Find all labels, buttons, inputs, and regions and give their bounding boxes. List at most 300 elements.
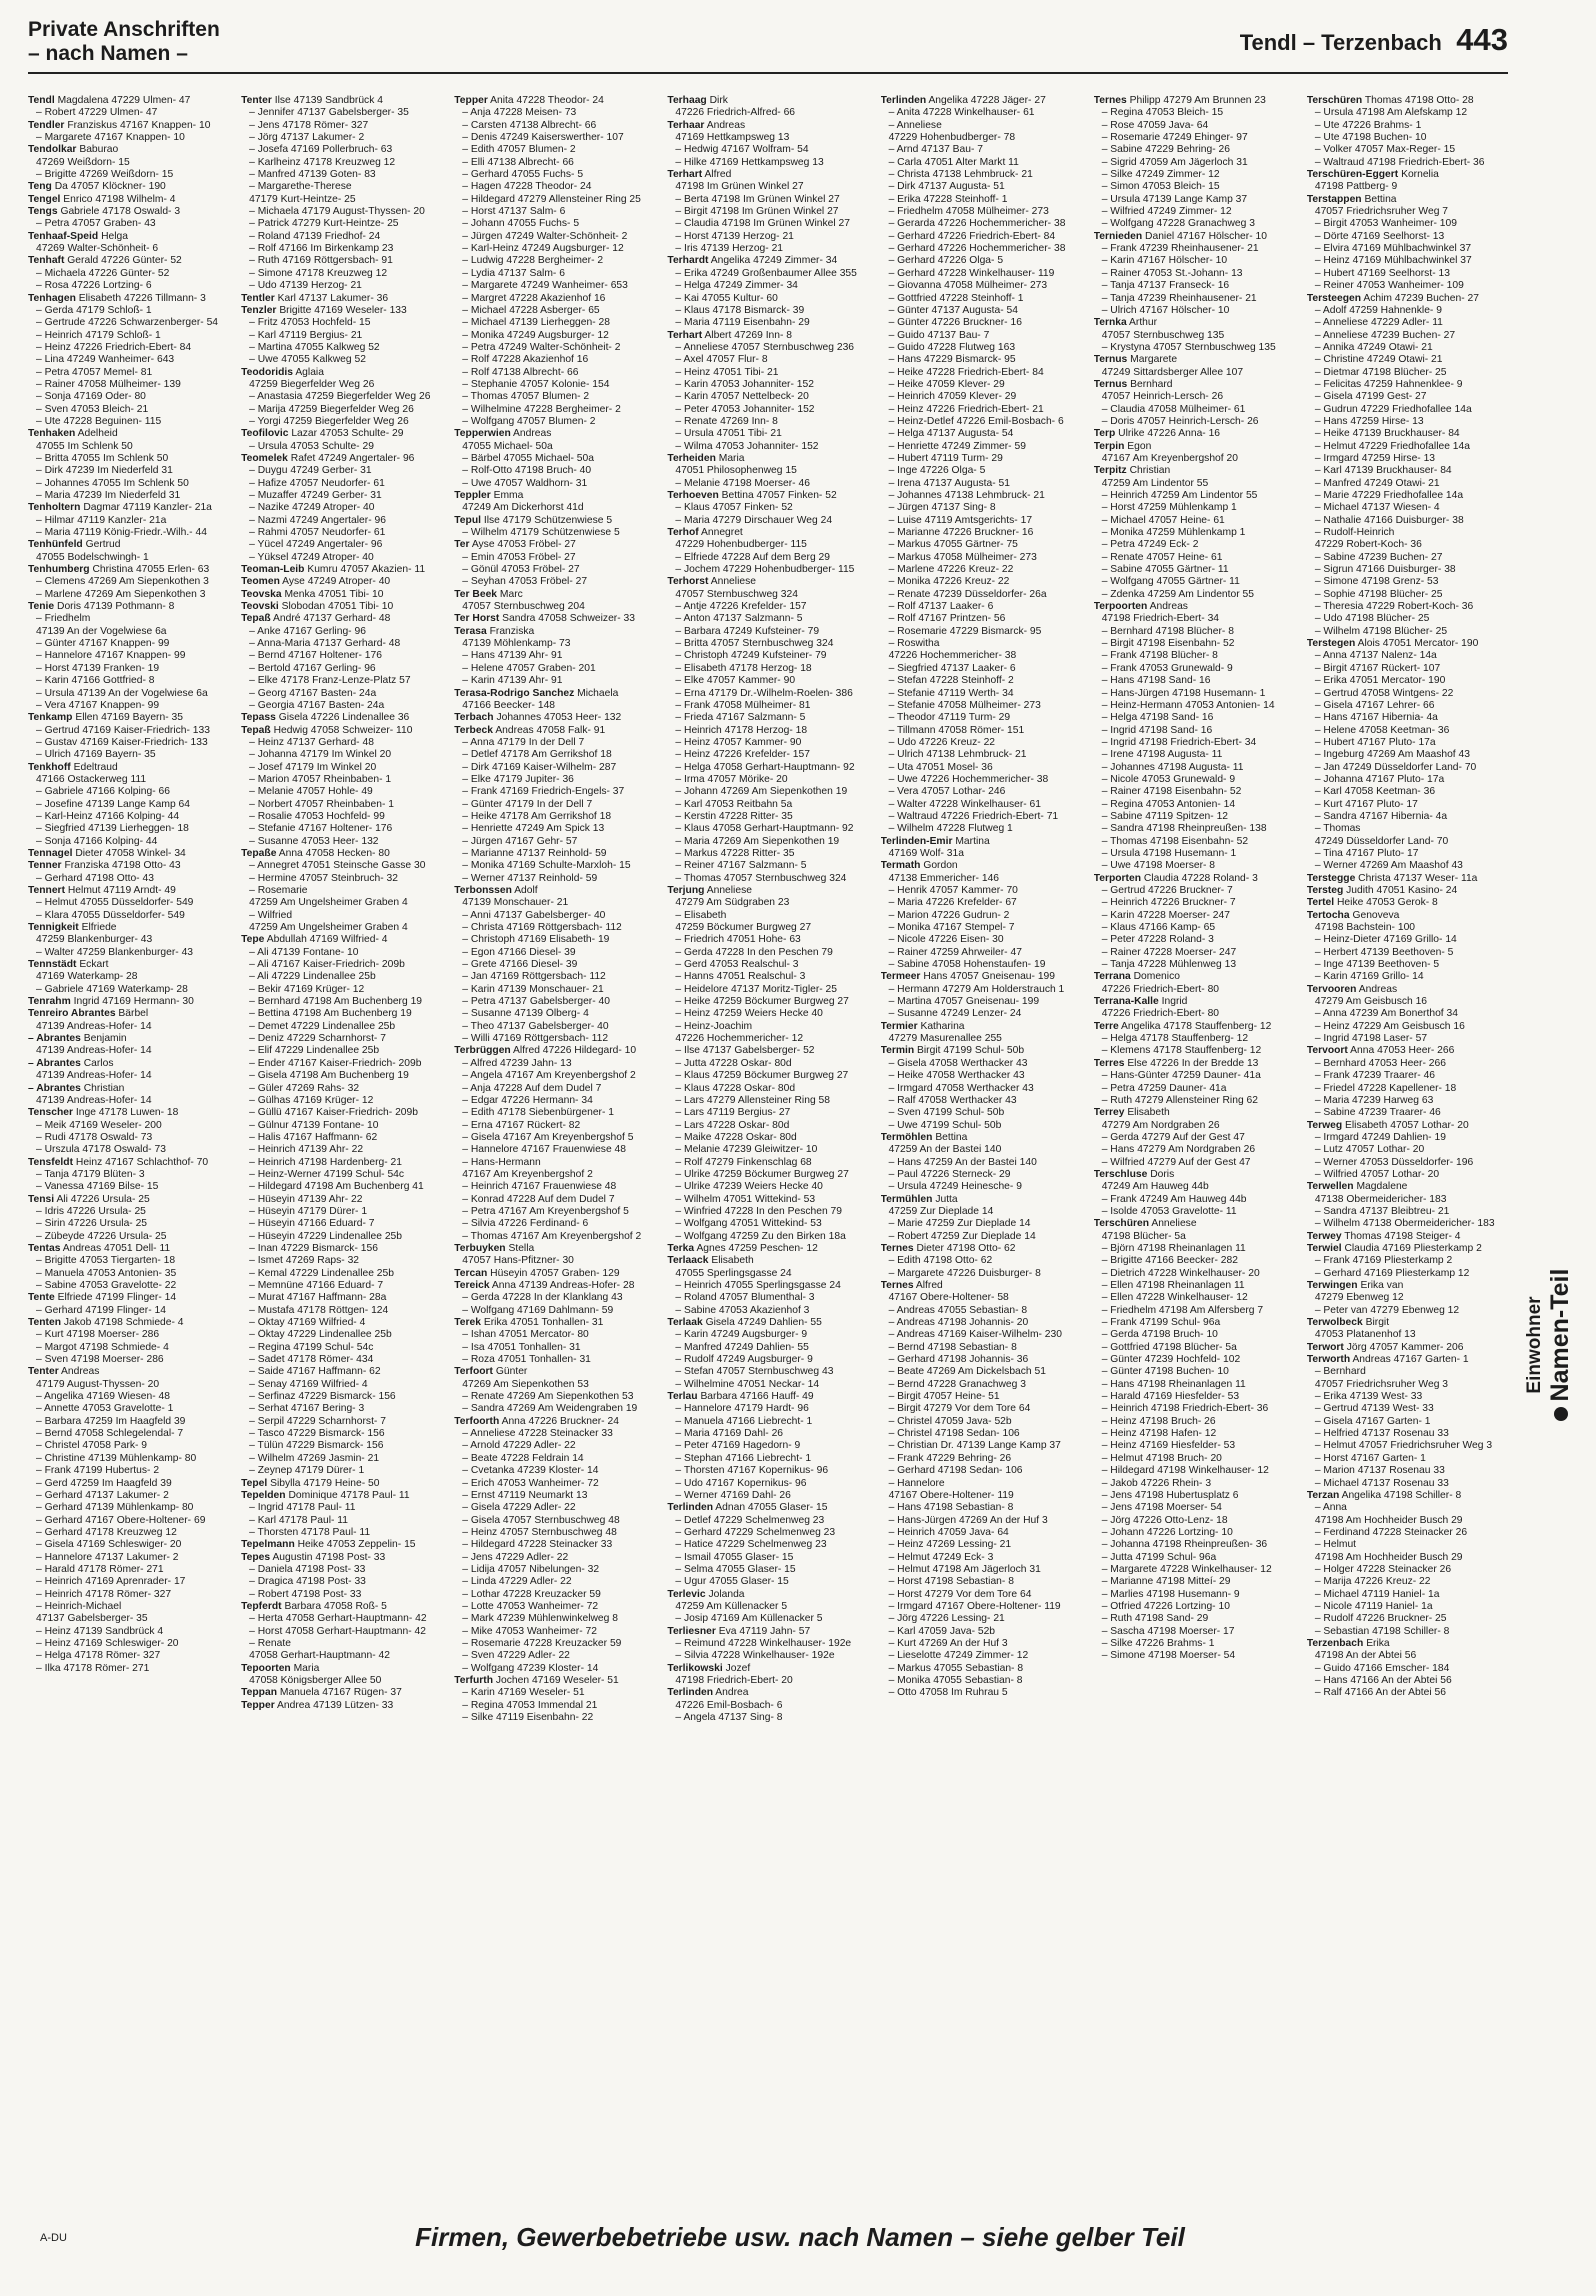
- entry-text: – Ingrid 47198 Sand- 16: [1101, 724, 1213, 736]
- surname: Tenhagen: [28, 292, 76, 304]
- directory-entry: [881, 688, 1082, 700]
- directory-entry: [1094, 1366, 1295, 1378]
- directory-entry: [28, 1243, 229, 1255]
- entry-text: – Bertold 47167 Gerling- 96: [249, 662, 376, 674]
- directory-entry: [28, 836, 229, 848]
- directory-entry: [1307, 897, 1508, 909]
- directory-entry: [28, 885, 229, 897]
- entry-text: – Helga 47178 Stauffenberg- 12: [1101, 1033, 1249, 1045]
- entry-text: – Anni 47137 Gabelsberger- 40: [462, 909, 606, 921]
- directory-entry: [28, 947, 229, 959]
- entry-text: – Emin 47053 Fröbel- 27: [462, 551, 576, 563]
- directory-entry: [1094, 589, 1295, 601]
- surname: Terworth: [1306, 1354, 1351, 1366]
- entry-text: 47138 Obermeidericher- 183: [1314, 1193, 1447, 1205]
- entry-text: 47057 Hans-Pfitzner- 30: [462, 1255, 574, 1267]
- directory-entry: [241, 1329, 442, 1341]
- directory-entry: [454, 836, 655, 848]
- directory-entry: [1307, 132, 1508, 144]
- directory-entry: [667, 576, 868, 588]
- entry-text: – Wolfgang 47169 Dahlmann- 59: [462, 1304, 614, 1316]
- directory-entry: [1307, 428, 1508, 440]
- directory-entry: [881, 1194, 1082, 1206]
- section-title: [28, 18, 220, 66]
- directory-entry: [1094, 305, 1295, 317]
- directory-entry: [881, 700, 1082, 712]
- directory-entry: [667, 552, 868, 564]
- directory-entry: [28, 725, 229, 737]
- surname: Tepper: [454, 95, 488, 106]
- directory-entry: [241, 663, 442, 675]
- entry-text: – Lars 47279 Allensteiner Ring 58: [675, 1094, 830, 1106]
- entry-text: – Jens 47178 Römer- 327: [249, 119, 369, 131]
- entry-text: – Otfried 47226 Lortzing- 10: [1101, 1600, 1230, 1612]
- directory-entry: [28, 206, 229, 218]
- entry-text: Bärbel: [118, 1008, 149, 1020]
- entry-text: 47259 Blankenburger- 43: [36, 934, 153, 946]
- surname: Ternes: [880, 1280, 914, 1291]
- directory-entry: [241, 811, 442, 823]
- entry-text: – Horst 47139 Herzog- 21: [675, 230, 794, 242]
- surname: Terhart: [667, 169, 703, 181]
- directory-entry: [1307, 1107, 1508, 1119]
- directory-entry: [241, 638, 442, 650]
- entry-text: – Hannelore 47179 Hardt- 96: [675, 1403, 809, 1415]
- entry-text: – Uwe 47226 Hochemmericher- 38: [888, 773, 1049, 785]
- surname: Tenkamp: [28, 712, 73, 724]
- entry-text: – Rolf 47138 Albrecht- 66: [462, 366, 579, 378]
- entry-text: – Arnd 47137 Bau- 7: [888, 144, 984, 156]
- header-rule: [28, 72, 1508, 74]
- directory-entry: [1094, 922, 1295, 934]
- entry-text: – Sandra 47167 Hibernia- 4a: [1314, 810, 1448, 822]
- directory-entry: [881, 1268, 1082, 1280]
- entry-text: Andreas 47051 Dell- 11: [62, 1242, 171, 1254]
- directory-entry: [1307, 1243, 1508, 1255]
- directory-entry: [881, 490, 1082, 502]
- directory-entry: [28, 1515, 229, 1527]
- directory-entry: [667, 799, 868, 811]
- entry-text: – Jan 47249 Düsseldorfer Land- 70: [1314, 761, 1477, 773]
- directory-entry: [667, 1206, 868, 1218]
- directory-entry: [454, 1403, 655, 1415]
- entry-text: – Gerhard 47167 Obere-Holtener- 69: [36, 1514, 206, 1526]
- directory-entry: [1094, 873, 1295, 885]
- directory-entry: [1307, 465, 1508, 477]
- entry-text: – Ursula 47198 Husemann- 1: [1101, 847, 1237, 859]
- entry-text: – Tanja 47228 Mühlenweg 13: [1101, 959, 1237, 971]
- entry-text: – Hans-Jürgen 47269 An der Huf 3: [888, 1514, 1048, 1526]
- entry-text: – Heinz 47137 Gerhard- 48: [249, 736, 374, 748]
- entry-text: – Udo 47198 Blücher- 25: [1314, 613, 1430, 625]
- directory-entry: [454, 922, 655, 934]
- directory-entry: [28, 1650, 229, 1662]
- entry-text: – Sven 47053 Bleich- 21: [36, 403, 149, 415]
- entry-text: – Gerhard 47226 Hochemmericher- 38: [888, 243, 1066, 255]
- directory-entry: [881, 1601, 1082, 1613]
- entry-text: – Patrick 47279 Kurt-Heintze- 25: [249, 218, 399, 230]
- directory-entry: [454, 1268, 655, 1280]
- entry-text: Marc: [499, 588, 523, 600]
- directory-entry: [881, 231, 1082, 243]
- directory-entry: [28, 181, 229, 193]
- entry-text: – Nicole 47053 Grunewald- 9: [1101, 773, 1236, 785]
- entry-text: – Karin 47249 Augsburger- 9: [675, 1329, 808, 1341]
- directory-entry: [1094, 1045, 1295, 1057]
- directory-entry: [241, 1687, 442, 1699]
- entry-text: – Wilhelm 47228 Flutweg 1: [888, 823, 1013, 835]
- directory-entry: [881, 613, 1082, 625]
- directory-entry: [881, 1687, 1082, 1699]
- directory-entry: [667, 527, 868, 539]
- directory-entry: [1094, 1070, 1295, 1082]
- entry-text: – Monika 47259 Mühlenkamp 1: [1101, 527, 1246, 539]
- entry-text: – Christel 47198 Sedan- 106: [888, 1428, 1020, 1440]
- entry-text: – Heinz 47169 Schleswiger- 20: [36, 1637, 179, 1649]
- entry-text: – Karl 47139 Bruckhauser- 84: [1314, 465, 1452, 477]
- directory-entry: [667, 1329, 868, 1341]
- directory-entry: [28, 601, 229, 613]
- directory-entry: [28, 428, 229, 440]
- entry-text: – Gertrud 47139 West- 33: [1314, 1403, 1434, 1415]
- directory-entry: [241, 218, 442, 230]
- directory-entry: [1094, 1379, 1295, 1391]
- entry-text: Jozef: [725, 1662, 751, 1674]
- directory-entry: [454, 984, 655, 996]
- directory-entry: [28, 1045, 229, 1057]
- directory-entry: [881, 330, 1082, 342]
- directory-entry: [881, 873, 1082, 885]
- entry-text: – Sonja 47169 Oder- 80: [36, 391, 146, 403]
- directory-entry: [454, 650, 655, 662]
- entry-text: – Zeynep 47179 Dürer- 1: [249, 1465, 365, 1477]
- directory-entry: [454, 1440, 655, 1452]
- entry-text: – Karin 47169 Grillo- 14: [1314, 971, 1424, 983]
- directory-entry: [241, 1157, 442, 1169]
- directory-entry: [28, 218, 229, 230]
- entry-text: – Ruth 47279 Allensteiner Ring 62: [1101, 1094, 1258, 1106]
- directory-entry: [1307, 749, 1508, 761]
- directory-entry: [28, 675, 229, 687]
- entry-text: Augustin 47198 Post- 33: [272, 1551, 386, 1563]
- directory-entry: [28, 823, 229, 835]
- directory-entry: [28, 1305, 229, 1317]
- entry-text: Magdalene: [1356, 1181, 1408, 1193]
- directory-entry: [454, 391, 655, 403]
- entry-text: – Marlies 47198 Husemann- 9: [1101, 1588, 1240, 1600]
- entry-text: – Herta 47058 Gerhart-Hauptmann- 42: [249, 1613, 427, 1625]
- entry-text: Elisabeth: [1127, 1107, 1170, 1119]
- entry-text: – Robert 47229 Ulmen- 47: [36, 107, 158, 119]
- entry-text: – Margarete 47226 Duisburger- 8: [888, 1267, 1041, 1279]
- entry-text: – Vera 47167 Knappen- 99: [36, 699, 160, 711]
- directory-entry: [667, 1268, 868, 1280]
- entry-text: – Linda 47229 Adler- 22: [462, 1576, 572, 1588]
- directory-entry: [28, 1181, 229, 1193]
- entry-text: – Heinz 47229 Am Geisbusch 16: [1314, 1020, 1465, 1032]
- entry-text: – Peter 47053 Johanniter- 152: [675, 403, 815, 415]
- entry-text: – Walter 47259 Blankenburger- 43: [36, 946, 194, 958]
- entry-text: – Marion 47137 Rosenau 33: [1314, 1465, 1445, 1477]
- entry-text: – Tina 47167 Pluto- 17: [1314, 847, 1419, 859]
- entry-text: Claudia 47169 Pliesterkamp 2: [1344, 1242, 1482, 1254]
- directory-entry: [1094, 1539, 1295, 1551]
- surname: Tepaß: [241, 724, 271, 736]
- surname: Terfurth: [454, 1675, 493, 1686]
- entry-text: – Senay 47169 Wilfried- 4: [249, 1378, 368, 1390]
- entry-text: Dieter 47198 Otto- 62: [916, 1242, 1016, 1254]
- entry-text: – Heinz 47226 Friedrich-Ebert- 21: [888, 403, 1044, 415]
- directory-entry: [28, 1280, 229, 1292]
- entry-text: – Simon 47053 Bleich- 15: [1101, 181, 1220, 193]
- directory-entry: [667, 613, 868, 625]
- entry-text: – Josefine 47139 Lange Kamp 64: [36, 798, 191, 810]
- directory-entry: [241, 95, 442, 107]
- directory-entry: [28, 996, 229, 1008]
- entry-text: – Heinz 47169 Mühlbachwinkel 37: [1314, 255, 1472, 267]
- entry-text: Doris: [1150, 1168, 1175, 1180]
- directory-column: [241, 95, 442, 2163]
- entry-text: – Jennifer 47137 Gabelsberger- 35: [249, 107, 409, 119]
- directory-entry: [241, 367, 442, 379]
- directory-entry: [28, 367, 229, 379]
- directory-entry: [241, 1317, 442, 1329]
- entry-text: Dagmar 47119 Kanzler- 21a: [83, 502, 212, 514]
- directory-entry: [28, 1218, 229, 1230]
- entry-text: Abdullah 47169 Wilfried- 4: [266, 934, 388, 946]
- directory-entry: [1307, 1576, 1508, 1588]
- entry-text: – Regina 47053 Antonien- 14: [1101, 798, 1236, 810]
- entry-text: – Günter 47179 In der Dell 7: [462, 798, 593, 810]
- directory-entry: [881, 564, 1082, 576]
- entry-text: Franziska: [489, 625, 535, 637]
- entry-text: Angelika 47249 Zimmer- 34: [710, 255, 838, 267]
- entry-text: Andreas 47058 Falk- 91: [495, 724, 606, 736]
- directory-entry: [28, 700, 229, 712]
- entry-text: – Anna-Maria 47137 Gerhard- 48: [249, 638, 401, 650]
- directory-entry: [1094, 947, 1295, 959]
- directory-entry: [1307, 786, 1508, 798]
- directory-entry: [28, 354, 229, 366]
- directory-entry: [1307, 1453, 1508, 1465]
- directory-entry: [454, 712, 655, 724]
- directory-entry: [1094, 663, 1295, 675]
- entry-text: – Heinrich 47178 Römer- 327: [36, 1588, 172, 1600]
- directory-entry: [881, 255, 1082, 267]
- entry-text: – Michael 47139 Lierheggen- 28: [462, 317, 610, 329]
- entry-text: 47179 Kurt-Heintze- 25: [249, 193, 356, 205]
- entry-text: – Helga 47249 Zimmer- 34: [675, 280, 798, 292]
- directory-entry: [28, 1366, 229, 1378]
- directory-entry: [28, 1490, 229, 1502]
- surname: Terasa: [454, 625, 487, 637]
- directory-entry: [241, 650, 442, 662]
- directory-entry: [241, 1416, 442, 1428]
- entry-text: – Sascha 47198 Moerser- 17: [1101, 1625, 1235, 1637]
- directory-entry: [1094, 996, 1295, 1008]
- entry-text: – Ulrich 47167 Hölscher- 10: [1101, 304, 1230, 316]
- directory-entry: [28, 391, 229, 403]
- directory-entry: [454, 1095, 655, 1107]
- directory-entry: [667, 120, 868, 132]
- entry-text: – Anna: [1314, 1502, 1347, 1514]
- directory-entry: [28, 465, 229, 477]
- directory-entry: [1094, 774, 1295, 786]
- entry-text: Helga: [101, 230, 128, 242]
- directory-entry: [454, 749, 655, 761]
- directory-entry: [241, 848, 442, 860]
- entry-text: Jochen 47169 Weseler- 51: [495, 1675, 619, 1686]
- entry-text: 47259 Böckumer Burgweg 27: [675, 922, 812, 934]
- entry-text: – Anna 47179 In der Dell 7: [462, 736, 585, 748]
- entry-text: – Edith 47178 Siebenbürgener- 1: [462, 1107, 614, 1119]
- entry-text: Magdalena 47229 Ulmen- 47: [57, 95, 191, 106]
- directory-entry: [1307, 1687, 1508, 1699]
- entry-text: – Jan 47169 Röttgersbach- 112: [462, 971, 606, 983]
- entry-text: – Thorsten 47178 Paul- 11: [249, 1526, 371, 1538]
- entry-text: – Karin 47053 Johanniter- 152: [675, 378, 814, 390]
- entry-text: – Marion 47226 Gudrun- 2: [888, 909, 1010, 921]
- surname: Terstegen: [1306, 638, 1356, 650]
- entry-text: – Saide 47167 Haffmann- 62: [249, 1366, 381, 1378]
- directory-entry: [1307, 1268, 1508, 1280]
- entry-text: – Manfred 47139 Goten- 83: [249, 169, 376, 181]
- directory-entry: [881, 218, 1082, 230]
- directory-entry: [28, 1021, 229, 1033]
- directory-entry: [28, 1613, 229, 1625]
- directory-entry: [667, 367, 868, 379]
- entry-text: Anneliese: [706, 885, 752, 896]
- entry-text: – Klara 47055 Düsseldorfer- 549: [36, 909, 185, 921]
- directory-entry: [1094, 725, 1295, 737]
- entry-text: – Sabine 47058 Hohenstaufen- 19: [888, 959, 1046, 971]
- entry-text: – Frank 47229 Behring- 26: [888, 1452, 1012, 1464]
- directory-entry: [1094, 564, 1295, 576]
- entry-text: Anna 47053 Heer- 266: [1350, 1045, 1455, 1057]
- entry-text: – Anna 47137 Nalenz- 14a: [1314, 650, 1437, 662]
- entry-text: – Heinz 47051 Tibi- 21: [675, 366, 779, 378]
- surname: Terlinden: [880, 95, 927, 106]
- entry-text: – Thomas 47198 Eisenbahn- 52: [1101, 835, 1249, 847]
- directory-entry: [454, 1391, 655, 1403]
- directory-entry: [1307, 527, 1508, 539]
- entry-text: 47259 Biegerfelder Weg 26: [249, 378, 375, 390]
- entry-text: – Friedrich 47051 Hohe- 63: [675, 934, 801, 946]
- directory-entry: [1307, 1589, 1508, 1601]
- entry-text: Enrico 47198 Wilhelm- 4: [63, 193, 176, 205]
- directory-entry: [1307, 243, 1508, 255]
- entry-text: – Rolf 47279 Finkenschlag 68: [675, 1156, 812, 1168]
- directory-entry: [28, 478, 229, 490]
- entry-text: – Christel 47059 Java- 52b: [888, 1415, 1012, 1427]
- entry-text: 47279 Masurenallee 255: [888, 1033, 1002, 1045]
- directory-entry: [667, 539, 868, 551]
- entry-text: – Bernd 47167 Holtener- 176: [249, 650, 382, 662]
- entry-text: – Heinz 47259 Weiers Hecke 40: [675, 1008, 823, 1020]
- directory-entry: [28, 1231, 229, 1243]
- directory-entry: [241, 1045, 442, 1057]
- entry-text: – Helga 47178 Römer- 327: [36, 1650, 161, 1662]
- entry-text: – Halis 47167 Haffmann- 62: [249, 1131, 378, 1143]
- surname: Tepel: [241, 1477, 268, 1489]
- directory-entry: [1094, 317, 1295, 329]
- entry-text: 47057 Sternbuschweg 324: [675, 588, 798, 600]
- entry-text: Erika van: [1360, 1280, 1404, 1291]
- entry-text: – Frieda 47167 Salzmann- 5: [675, 712, 806, 724]
- directory-entry: [881, 589, 1082, 601]
- entry-text: – Lars 47228 Oskar- 80d: [675, 1119, 790, 1131]
- entry-text: – Sandra 47198 Rheinpreußen- 138: [1101, 823, 1267, 835]
- directory-entry: [454, 1576, 655, 1588]
- directory-entry: [1307, 1601, 1508, 1613]
- directory-entry: [241, 515, 442, 527]
- surname: Tepes: [241, 1551, 271, 1563]
- entry-text: – Heinz 47198 Hafen- 12: [1101, 1428, 1217, 1440]
- surname: Tenhünfeld: [28, 539, 83, 551]
- entry-text: – Brigitte 47166 Beecker- 282: [1101, 1255, 1238, 1267]
- directory-entry: [454, 947, 655, 959]
- directory-entry: [28, 379, 229, 391]
- entry-text: – Zdenka 47259 Am Lindentor 55: [1101, 588, 1254, 600]
- directory-entry: [667, 762, 868, 774]
- entry-text: – Karin 47228 Moerser- 247: [1101, 909, 1230, 921]
- entry-text: – Karl 47178 Paul- 11: [249, 1514, 348, 1526]
- directory-entry: [28, 1440, 229, 1452]
- directory-entry: [454, 873, 655, 885]
- directory-entry: [881, 317, 1082, 329]
- directory-entry: [28, 1576, 229, 1588]
- surname: Tepelden: [241, 1489, 286, 1501]
- entry-text: – Serhat 47167 Bering- 3: [249, 1403, 365, 1415]
- entry-text: – Rolf-Otto 47198 Bruch- 40: [462, 465, 592, 477]
- entry-text: – Helga 47137 Augusta- 54: [888, 428, 1014, 440]
- directory-entry: [1094, 391, 1295, 403]
- entry-text: – Ursula 47051 Tibi- 21: [675, 428, 782, 440]
- entry-text: – Sven 47199 Schul- 50b: [888, 1107, 1005, 1119]
- directory-entry: [881, 1539, 1082, 1551]
- surname: Ternes: [880, 1242, 914, 1254]
- entry-text: – Rainer 47198 Eisenbahn- 52: [1101, 786, 1242, 798]
- directory-entry: [1307, 934, 1508, 946]
- entry-text: – Ferdinand 47228 Steinacker 26: [1314, 1526, 1468, 1538]
- surname: Tenie: [28, 601, 55, 613]
- directory-entry: [28, 786, 229, 798]
- directory-entry: [454, 1379, 655, 1391]
- directory-entry: [28, 1403, 229, 1415]
- directory-entry: [1307, 836, 1508, 848]
- directory-entry: [1307, 1391, 1508, 1403]
- surname: Terschüren: [1306, 95, 1363, 106]
- entry-text: – Helfried 47137 Rosenau 33: [1314, 1428, 1449, 1440]
- entry-text: – Renate 47269 Inn- 8: [675, 415, 778, 427]
- directory-entry: [667, 1428, 868, 1440]
- directory-entry: [881, 725, 1082, 737]
- entry-text: 47167 Am Kreyenbergshof 20: [1101, 452, 1238, 464]
- directory-entry: [241, 539, 442, 551]
- entry-text: – Erika 47139 West- 33: [1314, 1391, 1423, 1403]
- directory-entry: [1094, 1403, 1295, 1415]
- directory-entry: [1094, 1058, 1295, 1070]
- directory-entry: [1307, 169, 1508, 181]
- directory-entry: [454, 1280, 655, 1292]
- entry-text: – Wilfried 47249 Zimmer- 12: [1101, 206, 1232, 218]
- directory-entry: [241, 1255, 442, 1267]
- directory-entry: [454, 342, 655, 354]
- entry-text: – Bernhard 47053 Heer- 266: [1314, 1057, 1446, 1069]
- directory-entry: [454, 971, 655, 983]
- directory-entry: [881, 786, 1082, 798]
- directory-entry: [881, 971, 1082, 983]
